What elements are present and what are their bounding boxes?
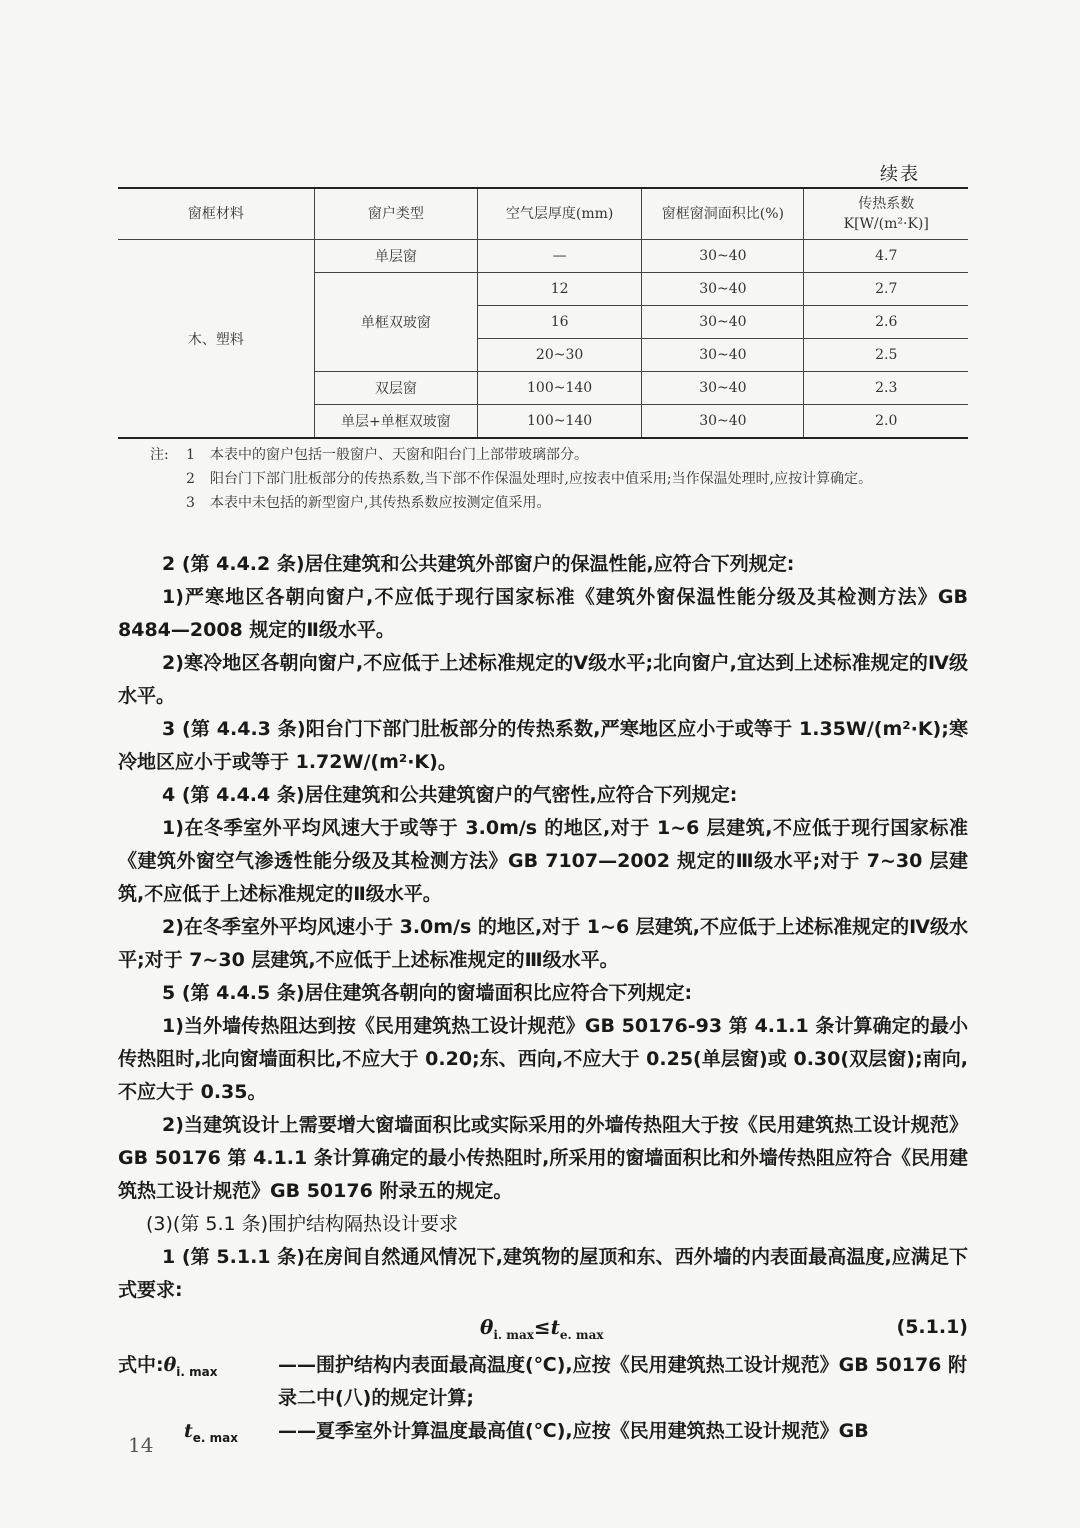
cell-ratio: 30~40 <box>642 372 804 405</box>
clause-paragraph: 2)当建筑设计上需要增大窗墙面积比或实际采用的外墙传热阻大于按《民用建筑热工设计规范》GB 50176 第 4.1.1 条计算确定的最小传热阻时,所采用的窗墙面积比和外墙传热阻应符合《民用建筑热工设计规范》GB 50176 附录五的规定。 <box>118 1114 968 1202</box>
continued-table-label: 续表 <box>880 164 920 185</box>
formula: $\theta_{i. max}\le t_{e. max}$ <box>480 1315 604 1342</box>
cell-type: 单框双玻窗 <box>314 273 477 372</box>
clause-paragraph: 3 (第 4.4.3 条)阳台门下部门肚板部分的传热系数,严寒地区应小于或等于 1.35W/(m²·K);寒冷地区应小于或等于 1.72W/(m²·K)。 <box>118 718 968 773</box>
clause-paragraph: 2 (第 4.4.2 条)居住建筑和公共建筑外部窗户的保温性能,应符合下列规定: <box>162 553 795 575</box>
header-k-value <box>804 188 968 240</box>
note-number: 1 <box>186 447 195 463</box>
cell-air: 16 <box>477 306 641 339</box>
definition-symbol: θ <box>163 1354 177 1376</box>
header-k-unit: K[W/(m²·K)] <box>843 216 929 232</box>
cell-k: 2.7 <box>804 273 968 306</box>
page-number: 14 <box>128 1433 154 1457</box>
note-text: 本表中未包括的新型窗户,其传热系数应按测定值采用。 <box>210 495 551 511</box>
definition-item: $t_{e. max}$ ——夏季室外计算温度最高值(℃),应按《民用建筑热工设计规范》GB <box>118 1415 968 1448</box>
cell-air: — <box>477 240 641 273</box>
cell-air: 20~30 <box>477 339 641 372</box>
definition-text: ——夏季室外计算温度最高值(℃),应按《民用建筑热工设计规范》GB <box>278 1420 869 1442</box>
header-frame-material: 窗框材料 <box>118 188 314 240</box>
cell-type: 双层窗 <box>314 372 477 405</box>
cell-air: 12 <box>477 273 641 306</box>
window-heat-transfer-table <box>118 187 968 439</box>
clause-paragraph: 1)在冬季室外平均风速大于或等于 3.0m/s 的地区,对于 1~6 层建筑,不应低于现行国家标准《建筑外窗空气渗透性能分级及其检测方法》GB 7107—2002 规定的Ⅲ级水平;对于 7~30 层建筑,不应低于上述标准规定的Ⅱ级水平。 <box>118 817 968 905</box>
note-text: 本表中的窗户包括一般窗户、天窗和阳台门上部带玻璃部分。 <box>210 447 588 463</box>
table-notes <box>150 443 970 515</box>
cell-type: 单层窗 <box>314 240 477 273</box>
header-k-title: 传热系数 <box>858 196 915 212</box>
header-window-type: 窗户类型 <box>314 188 477 240</box>
cell-ratio: 30~40 <box>642 339 804 372</box>
cell-k: 2.5 <box>804 339 968 372</box>
note-item <box>150 443 970 467</box>
header-air-layer: 空气层厚度(mm) <box>477 188 641 240</box>
clause-paragraph: 1 (第 5.1.1 条)在房间自然通风情况下,建筑物的屋顶和东、西外墙的内表面最高温度,应满足下式要求: <box>118 1246 968 1301</box>
cell-ratio: 30~40 <box>642 405 804 439</box>
cell-air: 100~140 <box>477 372 641 405</box>
cell-air: 100~140 <box>477 405 641 439</box>
clause-paragraph: 2)寒冷地区各朝向窗户,不应低于上述标准规定的Ⅴ级水平;北向窗户,宜达到上述标准规定的Ⅳ级水平。 <box>118 652 968 707</box>
cell-k: 2.6 <box>804 306 968 339</box>
definition-text: ——围护结构内表面最高温度(℃),应按《民用建筑热工设计规范》GB 50176 附录二中(八)的规定计算; <box>278 1354 968 1409</box>
cell-type: 单层+单框双玻窗 <box>314 405 477 439</box>
note-item <box>150 467 970 491</box>
clause-paragraph: 5 (第 4.4.5 条)居住建筑各朝向的窗墙面积比应符合下列规定: <box>162 982 693 1004</box>
note-text: 阳台门下部门肚板部分的传热系数,当下部不作保温处理时,应按表中值采用;当作保温处理时,应按计算确定。 <box>210 471 873 487</box>
cell-ratio: 30~40 <box>642 273 804 306</box>
clause-paragraph: 2)在冬季室外平均风速小于 3.0m/s 的地区,对于 1~6 层建筑,不应低于上述标准规定的Ⅳ级水平;对于 7~30 层建筑,不应低于上述标准规定的Ⅲ级水平。 <box>118 916 968 971</box>
cell-ratio: 30~40 <box>642 240 804 273</box>
formula-line <box>118 1307 968 1349</box>
body-text <box>118 548 968 1448</box>
clause-paragraph: 1)严寒地区各朝向窗户,不应低于现行国家标准《建筑外窗保温性能分级及其检测方法》GB 8484—2008 规定的Ⅱ级水平。 <box>118 586 968 641</box>
formula-number: (5.1.1) <box>896 1316 968 1338</box>
cell-k: 2.3 <box>804 372 968 405</box>
clause-paragraph: 4 (第 4.4.4 条)居住建筑和公共建筑窗户的气密性,应符合下列规定: <box>162 784 738 806</box>
section-heading: (3)(第 5.1 条)围护结构隔热设计要求 <box>146 1213 459 1235</box>
definition-intro: 式中: <box>118 1354 164 1376</box>
definition-item: 式中$:\theta_{i. max}$ ——围护结构内表面最高温度(℃),应按《民用建筑热工设计规范》GB 50176 附录二中(八)的规定计算; <box>118 1349 968 1415</box>
definition-symbol: t <box>184 1420 193 1442</box>
header-frame-ratio: 窗框窗洞面积比(%) <box>642 188 804 240</box>
cell-material: 木、塑料 <box>118 240 314 439</box>
clause-paragraph: 1)当外墙传热阻达到按《民用建筑热工设计规范》GB 50176-93 第 4.1.1 条计算确定的最小传热阻时,北向窗墙面积比,不应大于 0.20;东、西向,不应大于 0.25(单层窗)或 0.30(双层窗);南向,不应大于 0.35。 <box>118 1015 968 1103</box>
cell-k: 4.7 <box>804 240 968 273</box>
table-header-row <box>118 188 968 240</box>
note-number: 3 <box>186 495 195 511</box>
note-number: 2 <box>186 471 195 487</box>
note-prefix: 注: <box>150 447 169 463</box>
table-row <box>118 240 968 273</box>
cell-ratio: 30~40 <box>642 306 804 339</box>
cell-k: 2.0 <box>804 405 968 439</box>
note-item <box>150 491 970 515</box>
